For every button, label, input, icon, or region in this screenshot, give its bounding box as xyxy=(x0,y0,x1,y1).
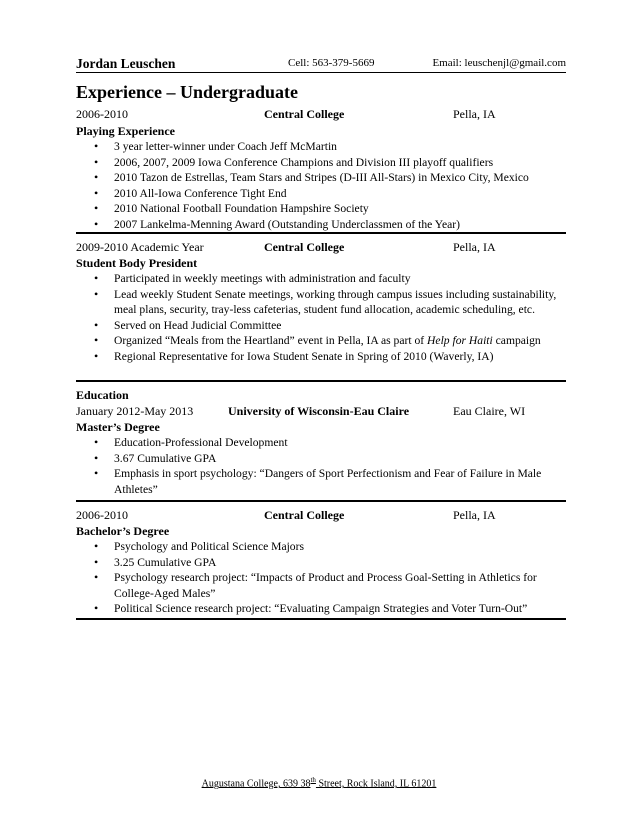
list-item: • Lead weekly Student Senate meetings, working through campus issues including sustainability, meal plans, security, tray-less cafeterias, student fund allocation, academic scheduling, etc. xyxy=(94,287,564,318)
list-item: • Emphasis in sport psychology: “Dangers of Sport Perfectionism and Fear of Failure in Male Athletes” xyxy=(94,466,564,497)
location: Pella, IA xyxy=(453,508,496,522)
address-text: Street, Rock Island, IL 61201 xyxy=(315,778,437,790)
role-title: Student Body President xyxy=(76,256,198,270)
list-item: • 2006, 2007, 2009 Iowa Conference Champions and Division III playoff qualifiers xyxy=(94,155,564,171)
school: Central College xyxy=(264,107,345,121)
address-text: Augustana College, 639 38 xyxy=(201,778,311,790)
location: Pella, IA xyxy=(453,107,496,121)
location: Eau Claire, WI xyxy=(453,404,526,418)
education-row-1 xyxy=(76,404,566,420)
experience-heading: Experience – Undergraduate xyxy=(76,82,298,102)
list-item: • 3 year letter-winner under Coach Jeff McMartin xyxy=(94,139,564,155)
section-divider xyxy=(76,500,566,502)
list-item: • Political Science research project: “Evaluating Campaign Strategies and Voter Turn-Out” xyxy=(94,601,564,617)
dates: 2009-2010 Academic Year xyxy=(76,240,204,254)
location: Pella, IA xyxy=(453,240,496,254)
education-row-2 xyxy=(76,508,566,524)
dates: 2006-2010 xyxy=(76,508,128,522)
campaign-name: Help for Haiti xyxy=(427,334,493,347)
list-item: • Psychology research project: “Impacts of Product and Process Goal-Setting in Athletics for College-Aged Males” xyxy=(94,570,564,601)
list-item: • 2010 Tazon de Estrellas, Team Stars and Stripes (D-III All-Stars) in Mexico City, Mexico xyxy=(94,170,564,186)
bachelors-list xyxy=(94,539,564,617)
playing-experience-list xyxy=(94,139,564,232)
section-divider xyxy=(76,618,566,620)
list-item: • Psychology and Political Science Majors xyxy=(94,539,564,555)
degree-title: Bachelor’s Degree xyxy=(76,524,170,538)
list-item: • 3.67 Cumulative GPA xyxy=(94,451,564,467)
list-item xyxy=(94,333,564,349)
list-item: • Education-Professional Development xyxy=(94,435,564,451)
degree-title: Master’s Degree xyxy=(76,420,160,434)
section-divider xyxy=(76,380,566,382)
school: Central College xyxy=(264,240,345,254)
dates: January 2012-May 2013 xyxy=(76,404,194,418)
experience-row-2 xyxy=(76,240,566,256)
section-divider xyxy=(76,232,566,234)
list-item: • 3.25 Cumulative GPA xyxy=(94,555,564,571)
dates: 2006-2010 xyxy=(76,107,128,121)
student-president-list xyxy=(94,271,564,364)
footer-address xyxy=(0,776,638,789)
experience-row-1 xyxy=(76,107,566,123)
list-item: • 2010 National Football Foundation Hampshire Society xyxy=(94,201,564,217)
ordinal-suffix: th xyxy=(310,776,316,784)
list-item: • Regional Representative for Iowa Student Senate in Spring of 2010 (Waverly, IA) xyxy=(94,349,564,365)
school: University of Wisconsin-Eau Claire xyxy=(228,404,410,418)
candidate-name: Jordan Leuschen xyxy=(76,56,176,71)
cell-phone: Cell: 563-379-5669 xyxy=(288,57,375,69)
bullet-text: Organized “Meals from the Heartland” event in Pella, IA as part of xyxy=(114,334,425,347)
school: Central College xyxy=(264,508,345,522)
email-address: Email: leuschenjl@gmail.com xyxy=(432,57,566,69)
role-title: Playing Experience xyxy=(76,124,175,138)
resume-header xyxy=(76,56,566,73)
list-item: • Participated in weekly meetings with administration and faculty xyxy=(94,271,564,287)
list-item: • Served on Head Judicial Committee xyxy=(94,318,564,334)
list-item: • 2007 Lankelma-Menning Award (Outstanding Underclassmen of the Year) xyxy=(94,217,564,233)
list-item: • 2010 All-Iowa Conference Tight End xyxy=(94,186,564,202)
education-heading: Education xyxy=(76,388,129,402)
masters-list xyxy=(94,435,564,497)
bullet-tail: campaign xyxy=(492,334,541,347)
